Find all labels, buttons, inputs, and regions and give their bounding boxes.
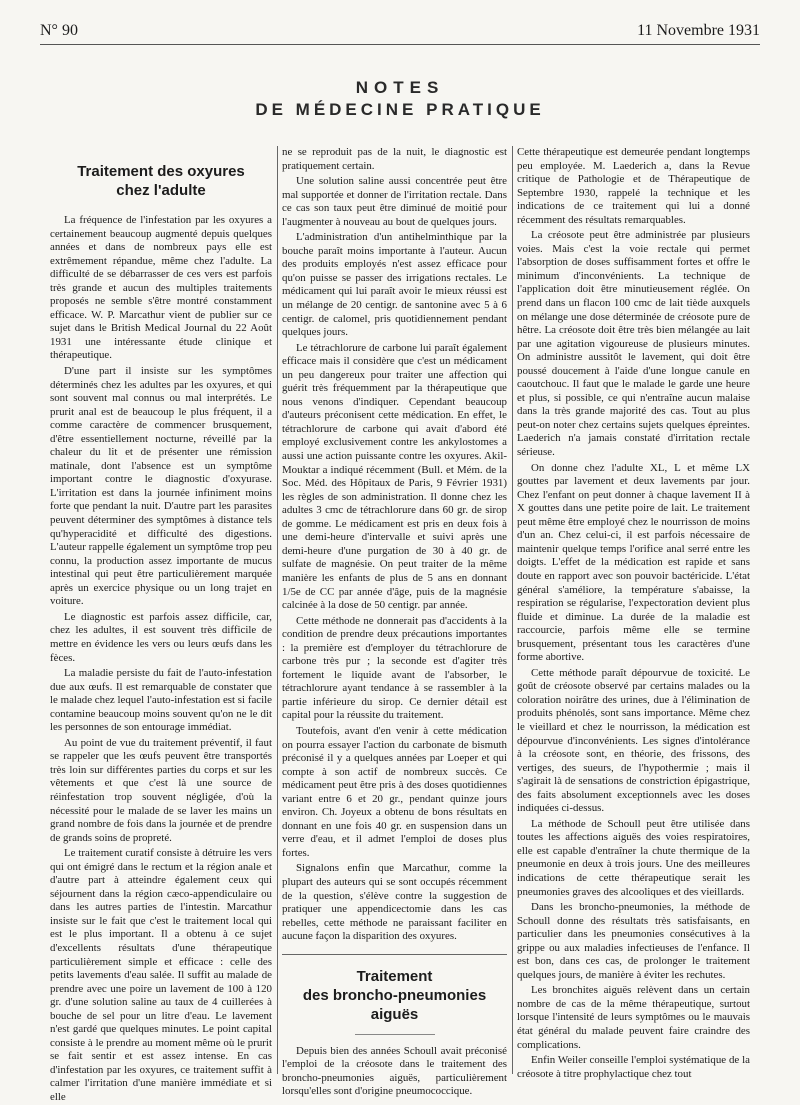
paragraph: La créosote peut être administrée par plusieurs voies. Mais c'est la voie rectale qui permet l'absorption de doses suffisamment fortes et offre le minimum d'inconvénients. La technique de l'application doit être minutieusement réglée. On prend dans un flacon 100 cmc de lait tiède auxquels on mélange une dose déterminée de créosote pure de hêtre. La créosote doit être très bien mélangée au lait par une agitation vigoureuse de plusieurs minutes. On administre aussitôt le lavement, qui doit être poussé doucement à l'aide d'une longue canule en caoutchouc. Il faut que le malade le garde une heure et plus, si possible, ce qui n'entraîne aucun malaise dans la très grande majorité des cas. Tout au plus peut-on noter chez certains sujets quelques épreintes. Laederich n'a jamais constaté d'irritation rectale sérieuse. <box>517 229 750 459</box>
paragraph: Signalons enfin que Marcathur, comme la plupart des auteurs qui se sont occupés récemment de la question, s'élève contre la suggestion de pratiquer une appendicectomie dans les cas rebelles, cette méthode ne paraissant faciliter en aucune façon la disparition des oxyures. <box>282 862 507 943</box>
article-1-title-line-2: chez l'adulte <box>116 182 206 199</box>
issue-number: N° 90 <box>40 22 78 39</box>
paragraph: Cette thérapeutique est demeurée pendant longtemps peu employée. M. Laederich a, dans la Revue critique de Pathologie et de Thérapeutique de Septembre 1930, rappelé la technique et les indications de ce traitement qui lui a donné récemment des résultats remarquables. <box>517 146 750 226</box>
paragraph: D'une part il insiste sur les symptômes déterminés chez les adultes par les oxyures, et qui sont souvent mal connus ou mal interprétés. Le prurit anal est de beaucoup le plus fréquent, il a comme caractère de commencer brusquement, d'être essentiellement nocturne, réveillé par la chaleur du lit et de présenter une rémission matinale, dont l'absence est un symptôme important contre le diagnostic d'oxyurase. L'irritation est dans la journée infiniment moins forte que pendant la nuit. D'autre part les parasites peuvent déterminer des symptômes à distance tels qu'hyperacidité et difficulté des digestions. L'auteur rappelle également un symptôme trop peu connu, la production assez importante de mucus intestinal qui peut être particulièrement marquée après un exercice physique ou un long trajet en voiture. <box>50 365 272 608</box>
paragraph: L'administration d'un antihelminthique par la bouche paraît moins importante à l'auteur. Aucun des produits employés n'est assez efficace pour qu'on puisse se passer des irrigations rectales. Le médicament qui lui paraît avoir le mieux réussi est un mélange de 20 centigr. de santonine avec 5 à 6 centigr. de calomel, pris quotidiennement pendant quelques jours. <box>282 231 507 339</box>
paragraph: La maladie persiste du fait de l'auto-infestation due aux œufs. Il est remarquable de constater que le malade chez lequel l'auto-infestation est si facile contamine beaucoup moins souvent qu'on ne le dit les personnes de son entourage immédiat. <box>50 667 272 734</box>
paragraph: La méthode de Schoull peut être utilisée dans toutes les affections aiguës des voies respiratoires, elle est capable d'entraîner la chute thermique de la pneumonie en deux à trois jours. Une des meilleures indications de cette thérapeutique serait les pneumonies graves des alcooliques et des vieillards. <box>517 817 750 898</box>
paragraph: Une solution saline aussi concentrée peut être mal supportée et donner de l'irritation rectale. Dans ce cas son taux peut être diminué de moitié pour l'augmenter à nouveau au bout de quelques jours. <box>282 175 507 228</box>
paragraph: Enfin Weiler conseille l'emploi systématique de la créosote à titre prophylactique chez tout <box>517 1054 750 1080</box>
paragraph: Les bronchites aiguës relèvent dans un certain nombre de cas de la même thérapeutique, surtout lorsque l'intensité de leurs symptômes ou le mauvais état général du malade peuvent faire craindre des complications. <box>517 984 750 1051</box>
column-rule-left <box>277 146 278 1074</box>
rubric-line-1: NOTES <box>355 78 445 97</box>
paragraph: Au point de vue du traitement préventif, il faut se rappeler que les œufs peuvent être transportés très loin sur différentes parties du corps et sur les vêtements et que c'est là une source de réinfestation trop souvent négligée, d'où la nécessité pour le malade de se laver les mains un grand nombre de fois dans la journée et de prendre de grands soins de propreté. <box>50 736 272 844</box>
column-2 <box>282 146 507 1098</box>
issue-date: 11 Novembre 1931 <box>637 22 760 39</box>
article-2-title-line-1: Traitement <box>356 967 433 985</box>
article-2-title <box>282 967 507 1024</box>
paragraph: On donne chez l'adulte XL, L et même LX gouttes par lavement et deux lavements par jour. Chez l'enfant on peut donner à chaque lavement II à X gouttes dans une petite poire de lait. Le traitement peut même être employé chez le nourrisson de moins d'un an. Chez celui-ci, il est parfois nécessaire de maintenir quelque temps l'orifice anal serré entre les doigts. L'effet de la médication est rapide et sans doute en rapport avec son pouvoir bactéricide. L'état général s'améliore, la température s'abaisse, la respiration se régularise, l'expectoration devient plus fluide et diminue. La durée de la maladie est raccourcie, parfois même elle se termine brusquement, présentant tous les caractères d'une forme abortive. <box>517 461 750 664</box>
paragraph: La fréquence de l'infestation par les oxyures a certainement beaucoup augmenté depuis quelques années et dans de nombreux pays elle est extrêmement répandue, même chez l'adulte. La difficulté de se débarrasser de ces vers est parfois très grande et aucun des multiples traitements proposés ne semble s'être montré constamment efficace. W. P. Marcathur vient de publier sur ce sujet dans le British Medical Journal du 22 Août 1931 une intéressante étude clinique et thérapeutique. <box>50 214 272 362</box>
article-1-title-line-1: Traitement des oxyures <box>77 163 245 180</box>
section-rubric <box>0 78 800 120</box>
article-2-heading-block <box>282 954 507 1099</box>
page-header <box>40 20 760 45</box>
column-rule-right <box>512 146 513 1074</box>
title-underline <box>355 1034 435 1035</box>
paragraph: Cette méthode ne donnerait pas d'accidents à la condition de prendre deux précautions importantes : la première est d'employer du tétrachlorure de carbone très pur ; la seconde est d'agiter très fortement le liquide avant de l'absorber, le tétrachlorure ayant tendance à se rassembler à la partie inférieure du sirop. Ce dernier détail est capital pour la réussite du traitement. <box>282 614 507 722</box>
paragraph: Le tétrachlorure de carbone lui paraît également efficace mais il considère que c'est un médicament un peu dangereux pour traiter une affection qui guérit très fréquemment par la thérapeutique que nous venons d'indiquer. Cependant beaucoup d'auteurs préconisent cette médication. En effet, le tétrachlorure de carbone qui avait d'abord été employé exclusivement contre les ankylostomes a aussi une action puissante contre les oxyures. Akil-Mouktar a indiqué récemment (Bull. et Mém. de la Soc. Méd. des Hôpitaux de Paris, 9 Février 1931) les règles de son administration. Il donne chez les adultes 3 cmc de tétrachlorure dans 60 gr. de sirop de gomme. Le médicament est pris en deux fois à une demi-heure d'intervalle et suivi après une demi-heure d'une purgation de 30 à 40 gr. de sulfate de magnésie. On peut traiter de la même manière les enfants de plus de 5 ans en donnant 1/5e de CC par année d'âge, puis de la magnésie calcinée à la dose de 50 centigr. par année. <box>282 341 507 612</box>
paragraph: ne se reproduit pas de la nuit, le diagnostic est pratiquement certain. <box>282 146 507 172</box>
column-3 <box>517 146 750 1080</box>
paragraph: Le traitement curatif consiste à détruire les vers qui ont émigré dans le rectum et la région anale et d'autre part à atteindre également ceux qui séjournent dans la région cæco-appendiculaire ou dans les autres parties de l'intestin. Marcathur insiste sur le fait que c'est le traitement local qui est le plus important. Il a obtenu à ce sujet d'excellents résultats d'une thérapeutique particulièrement simple et efficace : celle des petits lavements d'eau salée. Il suffit au malade de prendre avec une poire un lavement de 100 à 120 gr. d'une solution saline au taux de 4 cuillerées à bouche de sel pour un litre d'eau. Le lavement n'est gardé que quelques minutes. Le point capital consiste à le prendre au moment même où le prurit se fait sentir et est assez intense. En cas d'infestation par les oxyures, ce traitement suffit à calmer l'irritation d'une manière immédiate et si elle <box>50 847 272 1103</box>
article-1-title <box>50 162 272 200</box>
paragraph: Toutefois, avant d'en venir à cette médication on pourra essayer l'action du carbonate de bismuth préconisé il y a quelques années par Loeper et qui compte à son actif de nombreux succès. Ce médicament peut être pris à des doses quotidiennes variant entre 6 et 20 gr., pendant quinze jours environ. Ch. Joyeux a obtenu de bons résultats en donnant en une fois 40 gr. en suspension dans un verre d'eau, et il admet l'emploi de doses plus fortes. <box>282 724 507 859</box>
paragraph: Depuis bien des années Schoull avait préconisé l'emploi de la créosote dans le traitement des broncho-pneumonies aiguës, particulièrement lorsqu'elles sont d'origine pneumococcique. <box>282 1044 507 1098</box>
article-2-title-line-2: des broncho-pneumonies aiguës <box>302 986 487 1023</box>
paragraph: Le diagnostic est parfois assez difficile, car, chez les adultes, il est souvent très difficile de mettre en évidence les vers ou leurs œufs dans les fèces. <box>50 610 272 664</box>
rubric-line-2: DE MÉDECINE PRATIQUE <box>255 100 545 119</box>
paragraph: Dans les broncho-pneumonies, la méthode de Schoull donne des résultats très satisfaisants, en particulier dans les pneumonies consécutives à la grippe ou aux maladies infectieuses de l'enfance. Il est bon, dans ces cas, de prolonger le traitement quelques jours, de manière à éviter les rechutes. <box>517 901 750 981</box>
paragraph: Cette méthode paraît dépourvue de toxicité. Le goût de créosote observé par certains malades ou la coloration noirâtre des urines, due à l'élimination de produits phénolés, sont sans importance. Même chez le vieillard et chez le nourrisson, la médication est dépourvue d'inconvénients. Les signes d'intolérance à la créosote sont, en théorie, des frissons, des vertiges, des sueurs, de l'hypothermie ; mais il s'agirait là de sensations de constriction épigastrique, des faits absolument exceptionnels avec les doses indiquées ci-dessus. <box>517 666 750 815</box>
column-1 <box>50 146 272 1103</box>
